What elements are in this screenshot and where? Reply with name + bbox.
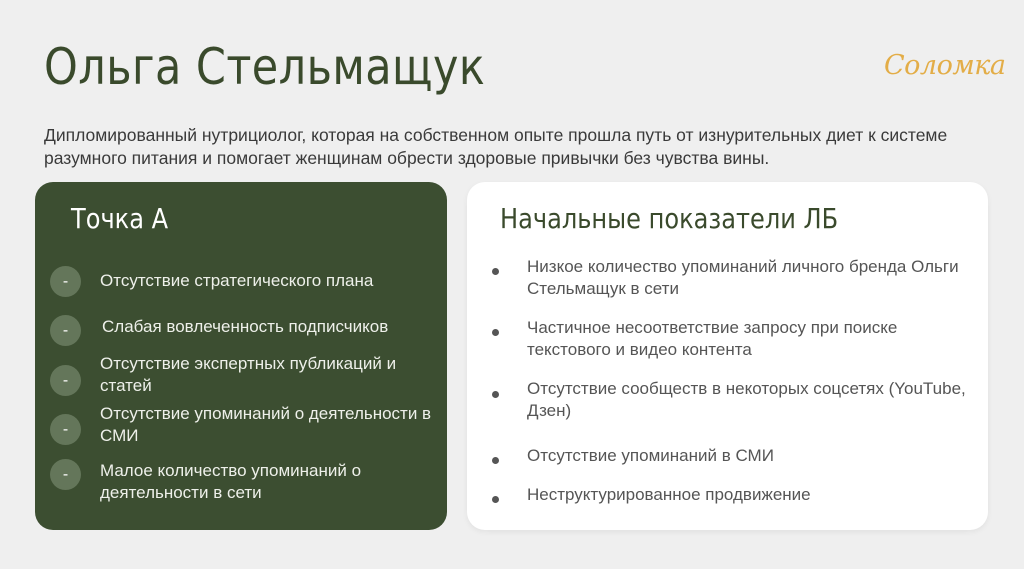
metrics-item-text: Отсутствие упоминаний в СМИ (527, 446, 774, 465)
page-subtitle: Дипломированный нутрициолог, которая на собственном опыте прошла путь от изнурительных диет к системе разумного питания и помогает женщинам обрести здоровые привычки без чувства вины. (44, 125, 948, 168)
point-a-card (35, 182, 447, 530)
initial-metrics-card (467, 182, 988, 530)
brand-logo: Соломка (884, 50, 1006, 81)
page-title: Ольга Стельмащук (44, 38, 486, 96)
bullet-icon (492, 496, 499, 503)
dash-marker-icon: - (50, 365, 81, 396)
point-a-item-text: Отсутствие стратегического плана (100, 271, 374, 290)
point-a-item-text: Малое количество упоминаний о деятельности в сети (100, 461, 362, 502)
point-a-item-text: Слабая вовлеченность подписчиков (102, 317, 389, 336)
bullet-icon (492, 329, 499, 336)
metrics-item-text: Неструктурированное продвижение (527, 485, 811, 504)
bullet-icon (492, 457, 499, 464)
dash-marker-icon: - (50, 414, 81, 445)
dash-marker-icon: - (50, 315, 81, 346)
metrics-item-text: Низкое количество упоминаний личного бренда Ольги Стельмащук в сети (527, 257, 959, 298)
point-a-title: Точка А (71, 202, 169, 235)
initial-metrics-title: Начальные показатели ЛБ (500, 202, 839, 235)
dash-marker-icon: - (50, 459, 81, 490)
point-a-item-text: Отсутствие упоминаний о деятельности в СМИ (100, 404, 432, 445)
metrics-item-text: Отсутствие сообществ в некоторых соцсетях (YouTube, Дзен) (527, 379, 966, 420)
metrics-item-text: Частичное несоответствие запросу при поиске текстового и видео контента (527, 318, 898, 359)
dash-marker-icon: - (50, 266, 81, 297)
bullet-icon (492, 391, 499, 398)
bullet-icon (492, 268, 499, 275)
point-a-item-text: Отсутствие экспертных публикаций и статей (100, 354, 397, 395)
